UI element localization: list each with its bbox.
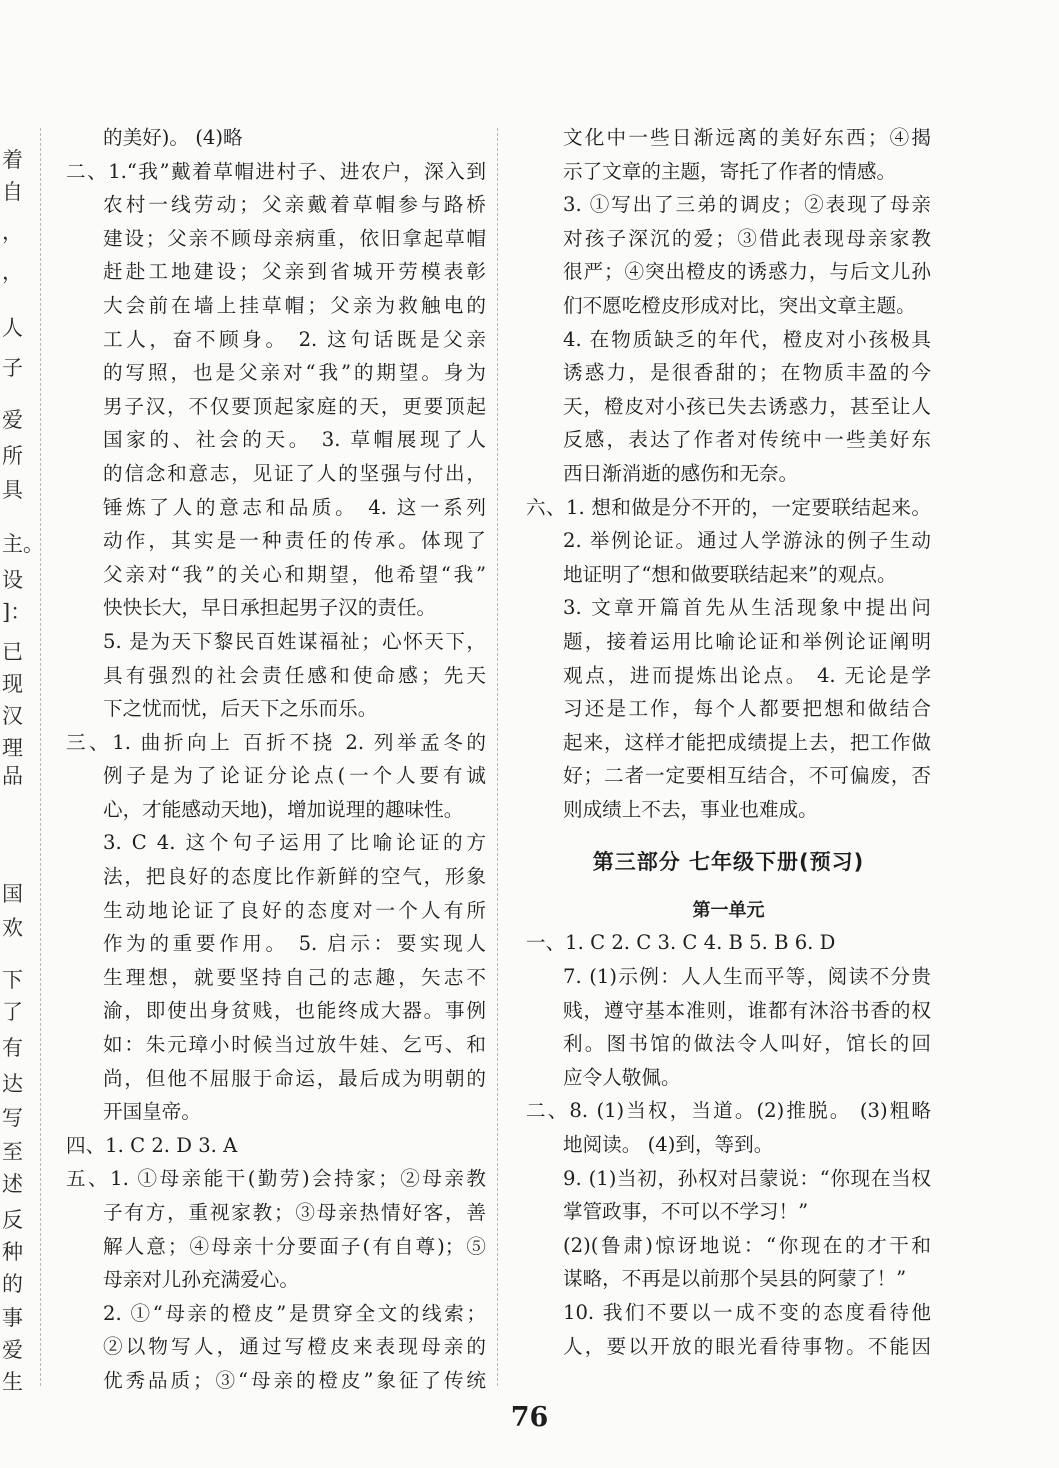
answer-line: 作为的重要作用。 5. 启示：要实现人 — [103, 932, 486, 956]
answer-line: 的信念和意志，见证了人的坚强与付出， — [103, 461, 486, 485]
margin-char: 自 — [2, 180, 23, 204]
margin-char: 品 — [2, 764, 23, 788]
answer-line: 利。图书馆的做法令人叫好，馆长的回 — [563, 1032, 931, 1056]
margin-char: 国 — [2, 882, 23, 906]
answer-line: 二、8. (1)当权，当道。(2)推脱。 (3)粗略 — [526, 1099, 931, 1123]
answers-part-a — [526, 121, 931, 826]
unit-heading: 第一单元 — [692, 900, 765, 922]
answer-line: 具有强烈的社会责任感和使命感；先天 — [103, 663, 486, 687]
answers-part-b — [526, 926, 931, 1363]
answer-line: 锤炼了人的意志和品质。 4. 这一系列 — [103, 495, 486, 519]
answer-line: 7. (1)示例：人人生而平等，阅读不分贵 — [563, 965, 931, 989]
section-heading: 第三部分 七年级下册(预习) — [592, 850, 865, 875]
answer-line: 一、1. C 2. C 3. C 4. B 5. B 6. D — [526, 931, 836, 955]
margin-char: 人 — [2, 316, 23, 340]
margin-char: 写 — [2, 1106, 23, 1130]
answer-line: 西日渐消逝的感伤和无奈。 — [563, 461, 799, 485]
margin-char: ]： — [2, 600, 32, 624]
answer-line: 三、1. 曲折向上 百折不挠 2. 列举孟冬的 — [66, 730, 486, 754]
answer-line: 谋略，不再是以前那个吴县的阿蒙了！” — [563, 1267, 907, 1291]
answer-line: 下之忧而忧，后天下之乐而乐。 — [103, 697, 378, 721]
answer-line: 父亲对“我”的关心和期望，他希望“我” — [103, 562, 486, 586]
answer-line: 应令人敬佩。 — [563, 1065, 681, 1089]
page-number: 76 — [510, 1402, 549, 1433]
answer-line: 很严；④突出橙皮的诱惑力，与后文儿孙 — [563, 260, 931, 284]
margin-char: 了 — [2, 1000, 23, 1024]
answer-line: 六、1. 想和做是分不开的，一定要联结起来。 — [526, 495, 931, 519]
answer-line: ②以物写人，通过写橙皮来表现母亲的 — [103, 1335, 486, 1359]
answer-line: 3. 文章开篇首先从生活现象中提出问 — [563, 596, 931, 620]
answer-line: 题，接着运用比喻论证和举例论证阐明 — [563, 629, 931, 653]
answer-line: 大会前在墙上挂草帽；父亲为救触电的 — [103, 293, 486, 317]
margin-char: 着 — [2, 148, 23, 172]
answer-line: 生动地论证了良好的态度对一个人有所 — [103, 898, 486, 922]
answer-line: 习还是工作，每个人都要把想和做结合 — [563, 697, 931, 721]
answer-line: 人，要以开放的眼光看待事物。不能因 — [563, 1334, 931, 1358]
answer-line: 男子汉，不仅要顶起家庭的天，更要顶起 — [103, 394, 486, 418]
answer-line: 5. 是为天下黎民百姓谋福祉；心怀天下， — [103, 629, 486, 653]
answer-line: 开国皇帝。 — [103, 1100, 201, 1124]
answer-line: 好；二者一定要相互结合，不可偏废，否 — [563, 764, 931, 788]
answer-line: 农村一线劳动；父亲戴着草帽参与路桥 — [103, 193, 486, 217]
answer-line: 生理想，就要坚持自己的志趣，矢志不 — [103, 965, 486, 989]
margin-char: 至 — [2, 1140, 23, 1164]
margin-char: 已 — [2, 640, 23, 664]
answer-line: 地阅读。 (4)到，等到。 — [563, 1133, 774, 1157]
answer-line: 如：朱元璋小时候当过放牛娃、乞丐、和 — [103, 1033, 486, 1057]
margin-char: 具 — [2, 478, 23, 502]
answer-line: 心，才能感动天地)，增加说理的趣味性。 — [103, 797, 464, 821]
answer-line: 国家的、社会的天。 3. 草帽展现了人 — [103, 428, 486, 452]
answer-line: 天，橙皮对小孩已失去诱惑力，甚至让人 — [563, 394, 931, 418]
answer-line: 的美好)。 (4)略 — [103, 126, 243, 149]
answer-line: 则成绩上不去，事业也难成。 — [563, 797, 818, 821]
answer-line: 法，把良好的态度比作新鲜的空气，形象 — [103, 865, 486, 889]
answer-line: 掌管政事，不可以不学习！” — [563, 1200, 809, 1224]
answer-line: 贱，遵守基本准则，谁都有沐浴书香的权 — [563, 998, 931, 1022]
answer-line: 尚，但他不屈服于命运，最后成为明朝的 — [103, 1066, 486, 1090]
answer-line: 起来，这样才能把成绩提上去，把工作做 — [563, 730, 931, 754]
margin-char: 爱 — [2, 408, 23, 432]
answer-line: 们不愿吃橙皮形成对比，突出文章主题。 — [563, 293, 916, 317]
margin-char: 主。 — [2, 532, 44, 556]
margin-char: 达 — [2, 1072, 23, 1096]
margin-char: 理 — [2, 736, 23, 760]
answer-line: 子有方，重视家教；③母亲热情好客，善 — [103, 1201, 486, 1224]
margin-char: 述 — [2, 1172, 23, 1196]
margin-char: 汉 — [2, 704, 23, 728]
answer-line: 10. 我们不要以一成不变的态度看待他 — [563, 1301, 931, 1324]
answer-line: 二、1.“我”戴着草帽进村子、进农户，深入到 — [66, 159, 486, 183]
answer-line: 2. ①“母亲的橙皮”是贯穿全文的线索； — [103, 1301, 486, 1325]
answer-line: 的写照，也是父亲对“我”的期望。身为 — [103, 361, 486, 385]
margin-char: 事 — [2, 1306, 23, 1330]
answer-line: 地证明了“想和做要联结起来”的观点。 — [563, 562, 897, 586]
answer-line: (2)(鲁肃)惊讶地说：“你现在的才干和 — [563, 1233, 931, 1257]
answer-line: 文化中一些日渐远离的美好东西；④揭 — [563, 126, 931, 149]
margin-char: 爱 — [2, 1338, 23, 1362]
margin-char: 种 — [2, 1240, 23, 1264]
margin-char: ， — [2, 220, 23, 244]
answer-line: 例子是为了论证分论点(一个人要有诚 — [103, 764, 486, 788]
margin-char: 有 — [2, 1036, 23, 1060]
answer-line: 示了文章的主题，寄托了作者的情感。 — [563, 159, 897, 183]
margin-char: 子 — [2, 356, 23, 380]
margin-char: 反 — [2, 1208, 23, 1232]
answer-line: 赶赴工地建设；父亲到省城开劳模表彰 — [103, 260, 486, 284]
answer-line: 反感，表达了作者对传统中一些美好东 — [563, 428, 931, 452]
answer-line: 解人意；④母亲十分要面子(有自尊)；⑤ — [103, 1234, 486, 1258]
answer-line: 诱惑力，是很香甜的；在物质丰盈的今 — [563, 361, 931, 385]
answer-line: 对孩子深沉的爱；③借此表现母亲家教 — [563, 226, 931, 250]
margin-char: 现 — [2, 672, 23, 696]
answer-line: 建设；父亲不顾母亲病重，依旧拿起草帽 — [103, 226, 486, 250]
margin-char: 欢 — [2, 916, 23, 940]
column-divider-middle — [497, 128, 498, 1386]
answer-line: 动作，其实是一种责任的传承。体现了 — [103, 529, 486, 553]
answer-line: 3. ①写出了三弟的调皮；②表现了母亲 — [563, 193, 931, 217]
right-answer-column — [526, 121, 931, 1363]
answer-line: 2. 举例论证。通过人学游泳的例子生动 — [563, 529, 931, 553]
answer-line: 4. 在物质缺乏的年代，橙皮对小孩极具 — [563, 327, 931, 351]
answer-line: 四、1. C 2. D 3. A — [66, 1133, 238, 1157]
answer-line: 9. (1)当初，孙权对吕蒙说：“你现在当权 — [563, 1166, 931, 1190]
margin-char: 所 — [2, 444, 23, 468]
answer-line: 五、1. ①母亲能干(勤劳)会持家；②母亲教 — [66, 1167, 486, 1191]
answer-line: 快快长大，早日承担起男子汉的责任。 — [103, 596, 437, 620]
answer-line: 渝，即使出身贫贱，也能终成大器。事例 — [103, 999, 486, 1023]
answer-line: 观点，进而提炼出论点。 4. 无论是学 — [563, 663, 931, 687]
answer-line: 优秀品质；③“母亲的橙皮”象征了传统 — [103, 1368, 486, 1392]
left-answer-column — [66, 121, 486, 1398]
margin-char: ， — [2, 260, 23, 284]
margin-char: 下 — [2, 968, 23, 992]
margin-char: 的 — [2, 1272, 23, 1296]
column-divider-left — [40, 128, 41, 1386]
answer-line: 母亲对儿孙充满爱心。 — [103, 1268, 299, 1292]
answer-line: 3. C 4. 这个句子运用了比喻论证的方 — [103, 831, 486, 855]
answer-line: 工人，奋不顾身。 2. 这句话既是父亲 — [103, 327, 486, 351]
margin-char: 设 — [2, 568, 23, 592]
margin-char: 生 — [2, 1370, 23, 1394]
